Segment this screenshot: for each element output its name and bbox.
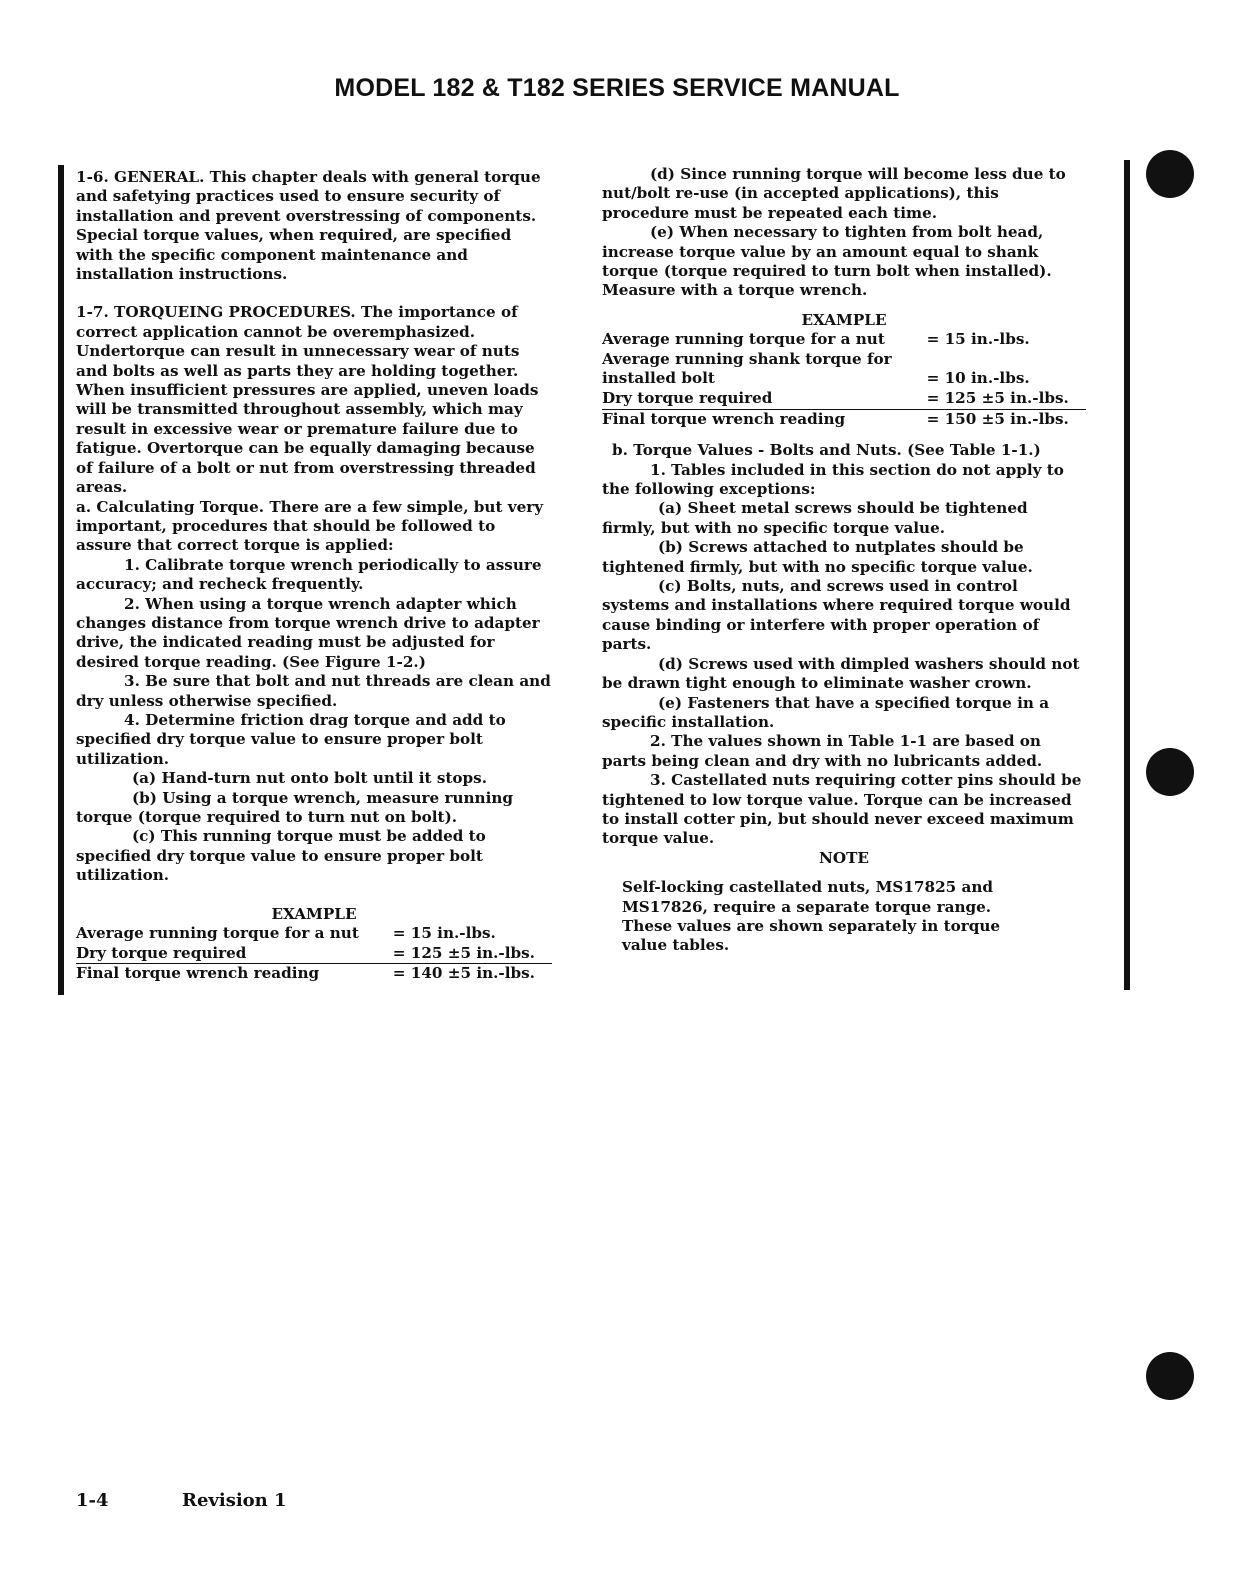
item-a4a: (a) Hand-turn nut onto bolt until it stops. [132,769,488,788]
right-column [602,165,1086,956]
table-row [602,389,1086,409]
item-d: (d) Since running torque will become less due to nut/bolt re-use (in accepted applications), this procedure must be repeated each time. [602,165,1066,222]
table-row [76,944,552,964]
item-a4: 4. Determine friction drag torque and add to specified dry torque value to ensure proper bolt utilization. [76,710,506,768]
table-row [76,964,552,984]
example-label: Average running torque for a nut [76,924,359,943]
example-label: Dry torque required [602,389,927,409]
item-b1b: (b) Screws attached to nutplates should be tightened firmly, but with no specific torque value. [602,538,1033,576]
example-value [927,350,1086,370]
example-label: Final torque wrench reading [76,964,320,983]
example-value: = 125 ±5 in.-lbs. [393,944,552,964]
left-column [76,168,552,984]
table-row [602,369,1086,389]
example-value: = 150 ±5 in.-lbs. [926,409,1069,428]
item-a4b: (b) Using a torque wrench, measure running torque (torque required to turn nut on bolt). [76,788,514,826]
example-label: Average running shank torque for [602,349,892,368]
page-number: 1-4 [76,1490,109,1511]
note-title: NOTE [819,848,869,867]
item-a2: 2. When using a torque wrench adapter which changes distance from torque wrench drive to adapter drive, the indicated reading must be adjusted for desired torque reading. (See Figure 1-2.) [76,594,540,671]
example-value: = 125 ±5 in.-lbs. [927,389,1086,409]
paragraph-torqueing: 1-7. TORQUEING PROCEDURES. The importance of correct application cannot be overemphasized. Undertorque can result in unnecessary wear of nuts and bolts as well as parts they are holding together. When insufficient pressures are applied, uneven loads will be transmitted throughout assembly, which may result in excessive wear or premature failure due to fatigue. Overtorque can be equally damaging because of failure of a bolt or nut from overstressing threaded areas. [76,303,539,497]
paragraph-general: 1-6. GENERAL. This chapter deals with general torque and safetying practices used to ensure security of installation and prevent overstressing of components. Special torque values, when required, are specified with the specific component maintenance and installation instructions. [76,168,541,284]
right-example-table [602,330,1086,429]
table-row [602,330,1086,350]
item-b2: 2. The values shown in Table 1-1 are based on parts being clean and dry with no lubricants added. [602,732,1043,770]
item-e: (e) When necessary to tighten from bolt head, increase torque value by an amount equal to shank torque (torque required to turn bolt when installed). Measure with a torque wrench. [602,223,1052,300]
note-body: Self-locking castellated nuts, MS17825 and MS17826, require a separate torque range. These values are shown separately in torque value tables. [622,878,1001,955]
item-a4c: (c) This running torque must be added to specified dry torque value to ensure proper bolt utilization. [76,827,486,885]
example-value: = 140 ±5 in.-lbs. [392,964,535,983]
binder-hole-top [1146,150,1194,198]
item-b1d: (d) Screws used with dimpled washers should not be drawn tight enough to eliminate washer crown. [602,654,1080,693]
right-change-bar [1124,160,1130,990]
item-b1: 1. Tables included in this section do not apply to the following exceptions: [602,460,1064,499]
table-row [602,409,1086,429]
item-b1a: (a) Sheet metal screws should be tightened firmly, but with no specific torque value. [602,499,1028,537]
revision-label: Revision 1 [182,1490,287,1511]
example-label: Final torque wrench reading [602,409,846,428]
example-value: = 15 in.-lbs. [926,330,1030,349]
item-b3: 3. Castellated nuts requiring cotter pins should be tightened to low torque value. Torque can be increased to install cotter pin, but should never exceed maximum torque value. [602,771,1082,848]
example-label: Average running torque for a nut [602,330,885,349]
paragraph-a: a. Calculating Torque. There are a few simple, but very important, procedures that should be followed to assure that correct torque is applied: [76,497,544,555]
paragraph-b: b. Torque Values - Bolts and Nuts. (See Table 1-1.) [612,441,1041,460]
example-value: = 10 in.-lbs. [926,369,1030,388]
binder-hole-bottom [1146,1352,1194,1400]
item-b1c: (c) Bolts, nuts, and screws used in control systems and installations where required torque would cause binding or interfere with proper operation of parts. [602,577,1071,654]
right-example-title: EXAMPLE [801,310,887,329]
item-a3: 3. Be sure that bolt and nut threads are clean and dry unless otherwise specified. [76,672,551,710]
left-change-bar [58,165,64,995]
table-row [602,350,1086,370]
example-label: installed bolt [602,369,715,388]
binder-hole-middle [1146,748,1194,796]
left-example-title: EXAMPLE [271,904,357,923]
left-example-table [76,924,552,984]
table-row [76,924,552,944]
item-b1e: (e) Fasteners that have a specified torque in a specific installation. [602,693,1050,731]
example-value: = 15 in.-lbs. [392,924,496,943]
example-label: Dry torque required [76,944,393,964]
item-a1: 1. Calibrate torque wrench periodically to assure accuracy; and recheck frequently. [76,555,542,594]
page-header: MODEL 182 & T182 SERIES SERVICE MANUAL [334,74,900,102]
